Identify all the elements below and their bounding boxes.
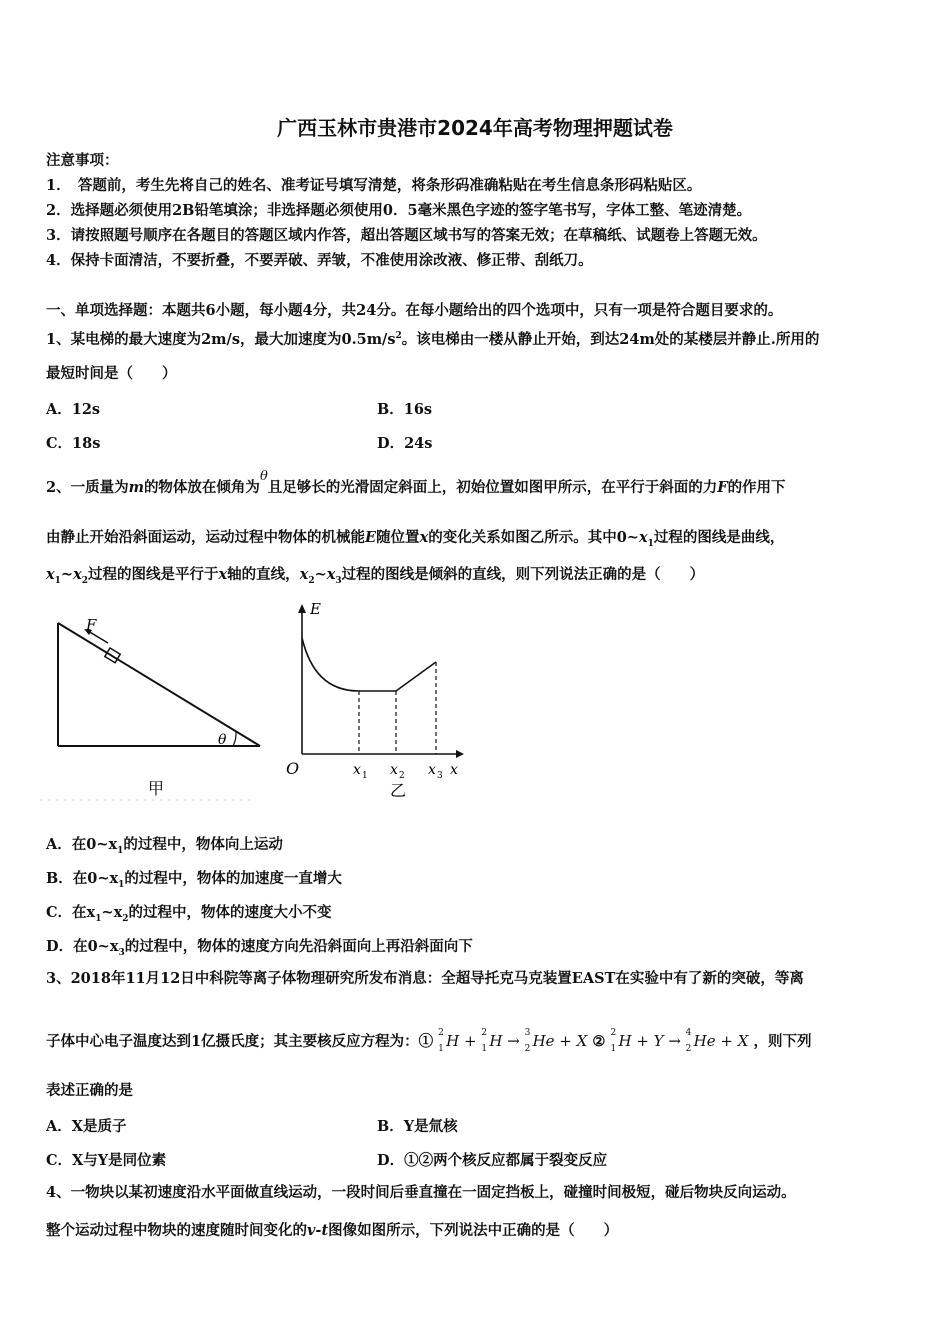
q3-stem-line3: 表述正确的是 [46, 1082, 133, 1099]
q2-b-sub: 1 [118, 879, 125, 890]
q2-x-symbol: x [419, 529, 429, 546]
angle-arc [233, 732, 236, 746]
tick-x2: x [390, 762, 398, 778]
q2-c-text: 的过程中，物体的速度大小不变 [128, 904, 332, 921]
q2-text: 轴的直线， [227, 566, 300, 583]
caption-jia: 甲 [148, 779, 165, 798]
notice-item-4: 4．保持卡面清洁，不要折叠，不要弄破、弄皱，不准使用涂改液、修正带、刮纸刀。 [46, 252, 593, 269]
q3-option-b[interactable]: B．Y是氚核 [377, 1118, 458, 1135]
page-title: 广西玉林市贵港市2024年高考物理押题试卷 [277, 116, 673, 140]
q2-d-sub: 3 [118, 947, 125, 958]
q2-c-sub1: 1 [95, 913, 102, 924]
q1-stem-a: 1、某电梯的最大速度为2m/s，最大加速度为0.5m/s [46, 330, 396, 348]
q1-option-d[interactable]: D．24s [377, 435, 433, 452]
q3-stem-line1: 3、2018年11月12日中科院等离子体物理研究所发布消息：全超导托克马克装置EAST在实验中有了新的突破，等离 [46, 970, 804, 987]
q3-stem-line2 [46, 1028, 812, 1054]
q3-option-a[interactable]: A．X是质子 [46, 1118, 127, 1135]
x-axis-arrow [456, 750, 464, 758]
q2-text: ~ [60, 566, 74, 583]
q2-x-symbol: x [218, 566, 228, 583]
q2-option-b[interactable] [46, 867, 342, 890]
q2-text: 的变化关系如图乙所示。其中0~ [428, 529, 639, 546]
q2-d-label: D．在0~x [46, 938, 119, 955]
q2-theta-symbol: θ [259, 469, 268, 484]
q2-d-text: 的过程中，物体的速度方向先沿斜面向上再沿斜面向下 [124, 938, 473, 955]
q2-a-sub: 1 [117, 845, 124, 856]
tick-x1-sub: 1 [362, 771, 368, 781]
q2-option-d[interactable] [46, 935, 473, 958]
q4-text: 图像如图所示，下列说法中正确的是（ ） [328, 1222, 619, 1239]
q1-stem [46, 326, 819, 350]
incline-slope [58, 623, 260, 746]
section-heading: 一、单项选择题：本题共6小题，每小题4分，共24分。在每小题给出的四个选项中，只有一项是符合题目要求的。 [46, 302, 783, 319]
q1-option-c[interactable]: C．18s [46, 435, 101, 452]
notice-heading: 注意事项： [46, 152, 119, 169]
q3-option-c[interactable]: C．X与Y是同位素 [46, 1152, 167, 1169]
q3-option-d[interactable]: D．①②两个核反应都属于裂变反应 [377, 1152, 608, 1169]
q2-text: 随位置 [376, 529, 420, 546]
label-F: F [86, 616, 97, 634]
label-origin: O [286, 759, 300, 778]
q2-text: 过程的图线是倾斜的直线，则下列说法正确的是（ ） [341, 566, 705, 583]
q2-stem-line3: $x_1\sim x_2$过程的图线是平行于x轴的直线，$x_2\sim x_3$过程的图线是倾斜的直线，则下列说法正确的是（ ） [46, 566, 705, 586]
q2-text: 的物体放在倾角为 [143, 479, 260, 496]
q2-text: 过程的图线是曲线， [653, 529, 785, 546]
q2-stem-line1 [46, 469, 786, 499]
q2-b-text: 的过程中，物体的加速度一直增大 [124, 870, 342, 887]
q2-energy-symbol: E [365, 529, 377, 546]
q2-stem-line2: 由静止开始沿斜面运动，运动过程中物体的机械能E随位置x的变化关系如图乙所示。其中$0\sim x_1$过程的图线是曲线， [46, 529, 785, 549]
q4-stem-line1: 4、一物块以某初速度沿水平面做直线运动，一段时间后垂直撞在一固定挡板上，碰撞时间极短，碰后物块反向运动。 [46, 1184, 796, 1201]
q4-vt-symbol: v-t [307, 1222, 329, 1239]
q1-stem-b: 。该电梯由一楼从静止开始，到达24m处的某楼层并静止.所用的 [401, 330, 820, 348]
q2-c-sub2: 2 [122, 913, 129, 924]
q2-text: 2、一质量为 [46, 479, 129, 496]
q3-text: 子体中心电子温度达到1亿摄氏度；其主要核反应方程为：① [46, 1033, 434, 1050]
equation-2: 2 1 H + Y → 4 2 He + X [610, 1028, 749, 1054]
axis-label-x: x [450, 762, 458, 778]
q2-mass-symbol: m [128, 479, 144, 496]
label-theta: θ [218, 732, 227, 748]
tick-x3-sub: 3 [437, 771, 443, 781]
figure-energy-graph [282, 596, 472, 806]
notice-item-3: 3．请按照题号顺序在各题目的答题区域内作答，超出答题区域书写的答案无效；在草稿纸、试题卷上答题无效。 [46, 227, 767, 244]
q3-text: ② [592, 1033, 606, 1050]
tick-x1: x [353, 762, 361, 778]
q2-option-a[interactable] [46, 833, 283, 856]
y-axis-arrow [298, 604, 306, 613]
q2-b-label: B．在0~x [46, 870, 119, 887]
figure-incline [40, 608, 280, 808]
q2-text: 的作用下 [727, 479, 786, 496]
q2-c-label: C．在x [46, 904, 96, 921]
tick-x2-sub: 2 [399, 771, 405, 781]
q2-c-mid: ~x [101, 904, 123, 921]
q2-text: 由静止开始沿斜面运动，运动过程中物体的机械能 [46, 529, 365, 546]
q2-a-label: A．在0~x [46, 836, 118, 853]
q1-option-b[interactable]: B．16s [377, 401, 433, 418]
notice-item-1: 1． 答题前，考生先将自己的姓名、准考证号填写清楚，将条形码准确粘贴在考生信息条形码粘贴区。 [46, 177, 702, 194]
q2-option-c[interactable] [46, 901, 332, 924]
equation-1: 2 1 H + 2 1 H → 3 2 He + X [438, 1028, 588, 1054]
q4-stem-line2 [46, 1221, 618, 1241]
q1-stem-line2: 最短时间是（ ） [46, 365, 177, 382]
q1-stem-sup: 2 [395, 331, 402, 341]
q4-text: 整个运动过程中物块的速度随时间变化的 [46, 1222, 307, 1239]
q2-a-text: 的过程中，物体向上运动 [123, 836, 283, 853]
caption-yi: 乙 [390, 781, 407, 800]
q3-text: ，则下列 [753, 1033, 812, 1050]
q2-text: 且足够长的光滑固定斜面上，初始位置如图甲所示，在平行于斜面的力 [267, 479, 718, 496]
label-E: E [310, 600, 321, 618]
tick-x3: x [428, 762, 436, 778]
energy-curve [302, 638, 436, 691]
notice-item-2: 2．选择题必须使用2B铅笔填涂；非选择题必须使用0．5毫米黑色字迹的签字笔书写，字体工整、笔迹清楚。 [46, 202, 752, 219]
q2-text: 过程的图线是平行于 [88, 566, 219, 583]
q1-option-a[interactable]: A．12s [46, 401, 101, 418]
q2-force-symbol: F [717, 479, 728, 496]
